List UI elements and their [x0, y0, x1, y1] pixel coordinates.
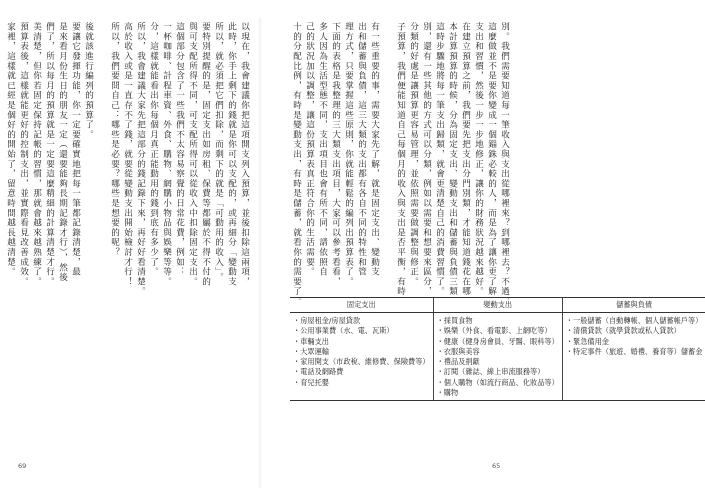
text-column: 所以，我們要問自己：哪些是必要？哪些是想要的呢？	[109, 22, 120, 258]
text-column: 支出和習慣，然後一步一步地修正，讓你的財務狀況越來越好。	[473, 22, 484, 297]
text-column: 後就該進行編列的預算了。	[83, 22, 94, 140]
text-column: 們了，所以每月的預算就是一定要這麼精細的計算清楚才行。	[44, 22, 55, 287]
list-item: ・房屋租金/房屋貸款	[293, 316, 361, 326]
text-column: 己的狀況加以調整，讓這份預算表真正符合你的生活需要。	[304, 22, 315, 277]
list-item: ・一般儲蓄（自動轉帳、個人儲蓄帳戶等）	[565, 316, 703, 326]
list-item: ・個人購物（如流行商品、化妝品等）	[436, 377, 559, 387]
text-column: 預算表後，這樣就能更好的控制支出，並實際看見改善成效。	[18, 22, 29, 287]
text-column: 這麼做並不是要你變成一個錙銖必較的人，而是為了讓你更了解	[486, 22, 497, 297]
table-header-fixed: 固定支出	[290, 298, 433, 313]
variable-expense-list	[433, 313, 562, 401]
list-item: ・電話及網路費	[293, 367, 344, 377]
text-column: 是來看月份生日的朋友一定（還要能夠長期記錄才行），然後	[57, 22, 68, 283]
list-item: ・健康（健身房會員、牙醫、眼科等）	[436, 336, 559, 346]
list-item: ・訂閱（雜誌、線上串流服務等）	[436, 367, 545, 377]
text-column: 分，這樣就能看出你每個月真正能動用的錢到底有多少了。	[148, 22, 159, 277]
text-column: 所以，就必須把它們扣除，而剩下的就是「可動用的收入」。	[213, 22, 224, 283]
text-column: 子預算，我們便能知道自己每個月的收入與支出是否平衡，有時	[395, 22, 406, 297]
text-column: 十的分配比例，有時是變動支出，有時是儲蓄，就看你的需要了。	[291, 22, 302, 307]
list-item: ・購物	[436, 387, 459, 397]
text-column: 別。我們需要知道每一筆收入與支出從哪裡來？到哪裡去？不過，	[499, 22, 510, 307]
budget-category-table	[290, 297, 705, 401]
text-column: 與可支配所得不同，可支配所得可以從收入中扣除固定支出。	[187, 22, 198, 287]
text-column: 下面的表格是我整理的三大類支出項目，大家可以參考看看，	[330, 22, 341, 287]
list-item: ・清償貸款（就學貸款或私人貸款）	[565, 326, 681, 336]
text-column: 要特別提醒的是，固定支出如房租、保費等都屬於不得不付的	[200, 22, 211, 287]
list-item: ・衣服與美容	[436, 346, 480, 356]
list-item: ・育兒托嬰	[293, 377, 329, 387]
text-column: 高於收入或是一直存不了錢，就要從變動支出開始檢討才行！	[122, 22, 133, 287]
text-column: 多人因為生活型態不同，支出項目也會有所不同，請依照自	[317, 22, 328, 277]
list-item: ・禮品及捐獻	[436, 357, 480, 367]
text-column: 理方式，只要掌握這些原則，你就能輕鬆的編列出預算表了。	[343, 22, 354, 287]
text-column: 分類的好處是讓預算更容易管理，並依照需要做調整與修正。	[408, 22, 419, 287]
text-column: 以現在，我會建議你把這項開支列入預算，並後扣除這兩項，	[239, 22, 250, 287]
text-column: 這個部分包含了一些我們不太容易察覺的日常花費，例如：	[174, 22, 185, 277]
text-column: 出和儲蓄與負債，這三大類的支出都有各自不同的特性和管	[356, 22, 367, 277]
text-column: 要讓它發揮功能，你一定要確實地把每一筆都記錄清楚，最	[70, 22, 81, 277]
text-column: 家裡，這樣就已經是個好的開始了，留意時間越長越清楚。	[5, 22, 16, 277]
list-item: ・公用事業費（水、電、瓦斯）	[293, 326, 394, 336]
text-column: 此時，你手上剩下的錢就是你可以支配的，或再細分「變動支	[226, 22, 237, 287]
list-item: ・娛樂（外食、看電影、上網吃等）	[436, 326, 552, 336]
text-column: 在建立預算之前，我們要先把支出分門別類，才能知道錢花在哪	[460, 22, 471, 297]
savings-debt-list	[562, 313, 705, 401]
list-item: ・大眾運輸	[293, 346, 329, 356]
book-gutter	[258, 18, 262, 488]
list-item: ・採買食物	[436, 316, 473, 326]
page-number: 65	[492, 462, 501, 470]
text-column: 這時步驟地將每一筆支出歸類，就會更清楚自己的消費習慣了。	[434, 22, 445, 297]
list-item: ・特定事件（旅遊、婚禮、養育等）儲蓄金	[565, 346, 703, 356]
text-column: 別，還有一些其他的方式可以分類，例如以需要和想要來區分，	[421, 22, 432, 297]
page-number: 69	[18, 462, 27, 470]
table-header-variable: 變動支出	[433, 298, 562, 313]
text-column: 本計算預算的時候，分為固定支出、變動支出和儲蓄與負債三類	[447, 22, 458, 297]
text-column: 美清楚，但你若固定保持記帳的習慣，那就會越來越熟練了。	[31, 22, 42, 287]
list-item: ・車輛支出	[293, 336, 329, 346]
table-header-savings: 儲蓄與負債	[562, 298, 705, 313]
list-item: ・家用開支（市政稅、維修費、保險費等）	[293, 357, 430, 367]
list-item: ・緊急備用金	[565, 336, 609, 346]
text-column: 一杯咖啡、計程車資、外食、購物、網購小物品與娛樂等等。	[161, 22, 172, 287]
fixed-expense-list	[290, 313, 433, 401]
text-column: 所以，我會建議大家先把這部分的錢記錄下來，再好好看清楚。	[135, 22, 146, 297]
text-column: 有一些重要的事，需要大家先了解，就是固定支出、變動支	[369, 22, 380, 277]
